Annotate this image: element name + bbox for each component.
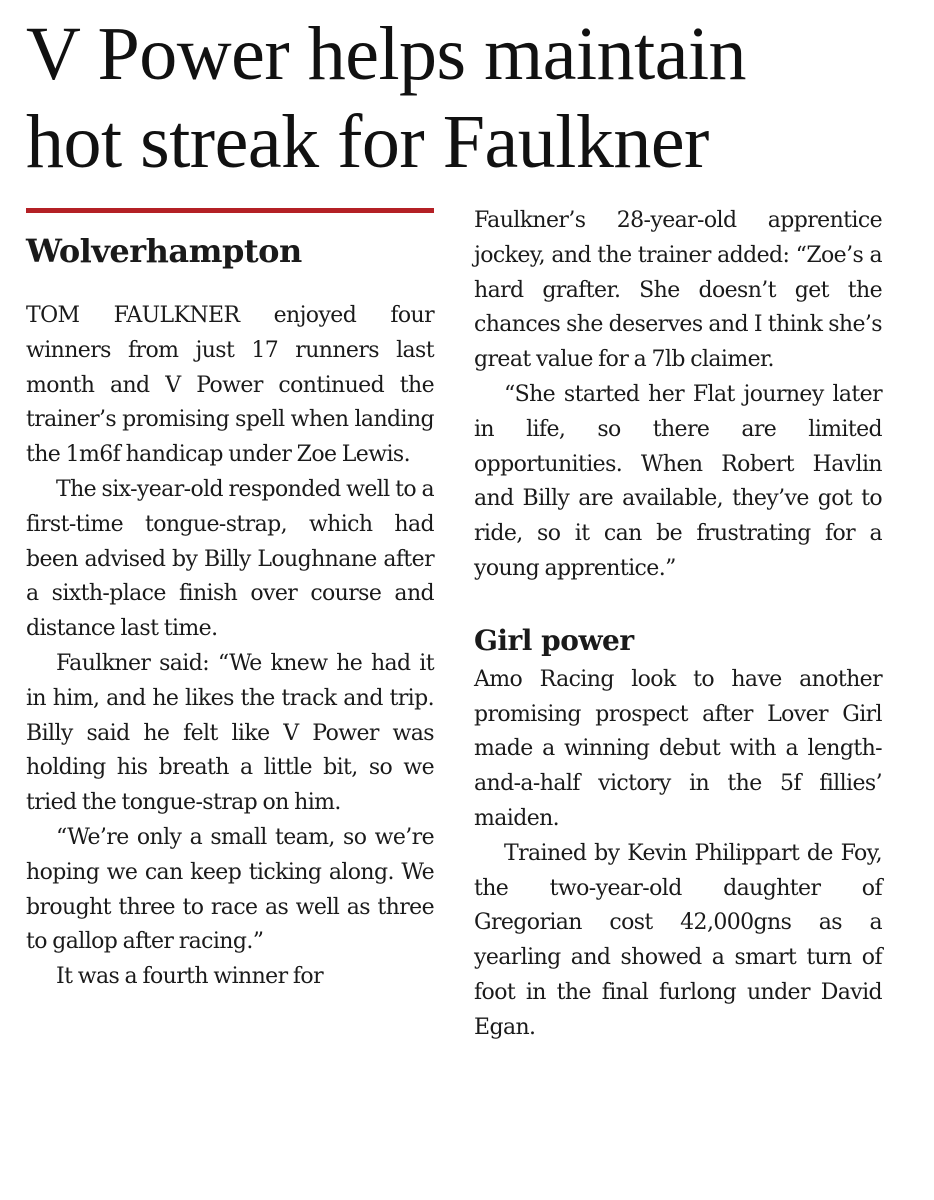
body-paragraph-5: It was a fourth winner for <box>56 964 323 990</box>
headline-line-1: V Power helps maintain <box>26 12 747 96</box>
body-paragraph-3: Faulkner said: “We knew he had it in him, and he likes the track and trip. Billy said he felt like V Power was holding his breath a little bit, so we tried the tongue-strap on him. <box>26 650 434 816</box>
body-paragraph-9: Trained by Kevin Philippart de Foy, the two-year-old daughter of Gregorian cost 42,000gns as a yearling and showed a smart turn of foot in the final furlong under David Egan. <box>474 840 882 1040</box>
section-title: Wolverhampton <box>26 232 302 270</box>
body-paragraph-7: “She started her Flat journey later in life, so there are limited opportunities. When Robert Havlin and Billy are available, they’ve got to ride, so it can be frustrating for a young apprentice.” <box>474 381 882 581</box>
subhead: Girl power <box>474 623 634 657</box>
body-paragraph-6: Faulkner’s 28-year-old apprentice jockey, and the trainer added: “Zoe’s a hard grafter. She doesn’t get the chances she deserves and I think she’s great value for a 7lb claimer. <box>474 208 882 373</box>
headline-line-2: hot streak for Faulkner <box>26 100 709 184</box>
right-column <box>474 204 882 1046</box>
left-column <box>26 204 434 995</box>
body-paragraph-8: Amo Racing look to have another promising prospect after Lover Girl made a winning debut with a length-and-a-half victory in the 5f fillies’ maiden. <box>474 666 882 831</box>
headline <box>26 10 916 186</box>
body-paragraph-4: “We’re only a small team, so we’re hoping we can keep ticking along. We brought three to race as well as three to gallop after racing.” <box>26 824 434 955</box>
body-paragraph-1: TOM FAULKNER enjoyed four winners from just 17 runners last month and V Power continued the trainer’s promising spell when landing the 1m6f handicap under Zoe Lewis. <box>26 303 434 468</box>
section-rule <box>26 208 434 213</box>
body-paragraph-2: The six-year-old responded well to a first-time tongue-strap, which had been advised by Billy Loughnane after a sixth-place finish over course and distance last time. <box>26 476 434 642</box>
